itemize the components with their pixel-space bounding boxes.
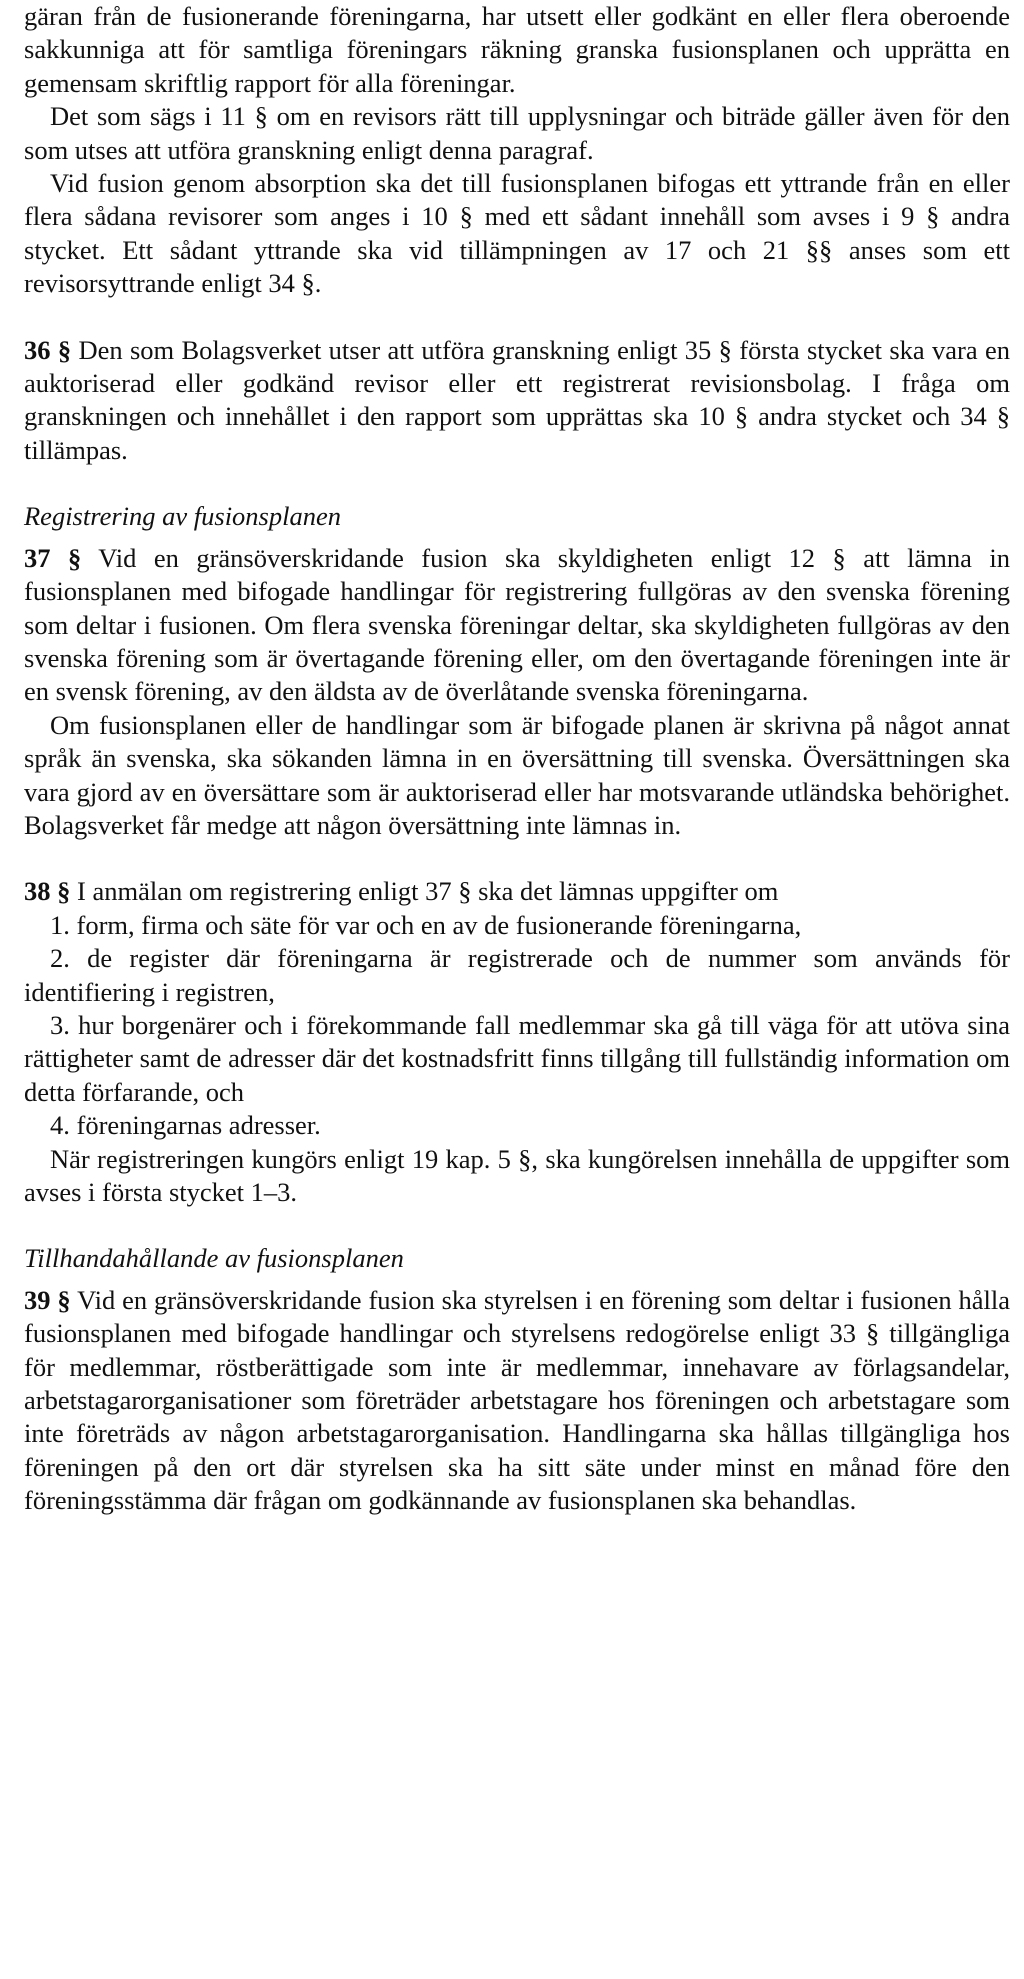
- section-38-number: 38 §: [24, 876, 71, 907]
- section-37: [24, 542, 1010, 709]
- section-37-second-paragraph: Om fusionsplanen eller de handlingar som är bifogade planen är skrivna på något annat språk än svenska, ska sökanden lämna in en översättning till svenska. Översättningen ska vara gjord av en översättare som är auktoriserad eller har motsvarande utländska behörighet. Bolagsverket får medge att någon översättning inte lämnas in.: [24, 709, 1010, 840]
- section-36: [24, 334, 1010, 468]
- section-37-text: Vid en gränsöverskridande fusion ska skyldigheten enligt 12 § att lämna in fusionsplanen med bifogade handlingar för registrering fullgöras av den svenska förening som deltar i fusionen. Om flera svenska föreningar deltar, ska skyldigheten fullgöras av den svenska förening som är övertagande förening eller, om den övertagande föreningen inte är en svensk förening, av den äldsta av de överlåtande svenska föreningarna.: [24, 542, 1010, 707]
- list-item: 1. form, firma och säte för var och en av de fusionerande föreningarna,: [50, 909, 802, 940]
- section-38-second-paragraph: När registreringen kungörs enligt 19 kap. 5 §, ska kungörelsen innehålla de uppgifter som avses i första stycket 1–3.: [24, 1143, 1010, 1207]
- heading-tillhandahallande: Tillhandahållande av fusionsplanen: [24, 1243, 404, 1274]
- section-37-number: 37 §: [24, 542, 82, 573]
- section-39-number: 39 §: [24, 1284, 71, 1315]
- section-39-text: Vid en gränsöverskridande fusion ska styrelsen i en förening som deltar i fusionen hålla fusionsplanen med bifogade handlingar och styrelsens redogörelse enligt 33 § tillgängliga för medlemmar, röstberättigade som inte är medlemmar, innehavare av förlagsandelar, arbetstagarorganisationer som företräder arbetstagare hos föreningen och arbetstagare som inte företräds av någon arbetstagarorganisation. Handlingarna ska hållas tillgängliga hos föreningen på den ort där styrelsen ska ha sitt säte under minst en månad före den föreningsstämma där frågan om godkännande av fusionsplanen ska behandlas.: [24, 1284, 1011, 1516]
- section-39: [24, 1284, 1010, 1518]
- section-38: [24, 875, 1010, 908]
- list-item: 3. hur borgenärer och i förekommande fall medlemmar ska gå till väga för att utöva sina rättigheter samt de adresser där det kostnadsfritt finns tillgång till fullständig information om detta förfarande, och: [24, 1009, 1010, 1107]
- heading-registrering: Registrering av fusionsplanen: [24, 501, 341, 532]
- section-36-number: 36 §: [24, 334, 72, 365]
- list-item: 4. föreningarnas adresser.: [50, 1110, 321, 1141]
- paragraph-35-second: Det som sägs i 11 § om en revisors rätt till upplysningar och biträde gäller även för den som utses att utföra granskning enligt denna paragraf.: [24, 101, 1010, 165]
- paragraph-35-third: Vid fusion genom absorption ska det till fusionsplanen bifogas ett yttrande från en eller flera sådana revisorer som anges i 10 § med ett sådant innehåll som avses i 9 § andra stycket. Ett sådant yttrande ska vid tillämpningen av 17 och 21 §§ anses som ett revisorsyttrande enligt 34 §.: [24, 168, 1010, 299]
- paragraph-continued: gäran från de fusionerande föreningarna, har utsett eller godkänt en eller flera oberoende sakkunniga att för samtliga föreningars räkning granska fusionsplanen och upprätta en gemensam skriftlig rapport för alla föreningar.: [24, 1, 1010, 98]
- section-36-text: Den som Bolagsverket utser att utföra granskning enligt 35 § första stycket ska vara en auktoriserad eller godkänd revisor eller ett registrerat revisionsbolag. I fråga om granskningen och innehållet i den rapport som upprättas ska 10 § andra stycket och 34 § tillämpas.: [24, 334, 1010, 465]
- section-38-text: I anmälan om registrering enligt 37 § ska det lämnas uppgifter om: [70, 876, 779, 907]
- list-item: 2. de register där föreningarna är registrerade och de nummer som används för identifiering i registren,: [24, 943, 1010, 1007]
